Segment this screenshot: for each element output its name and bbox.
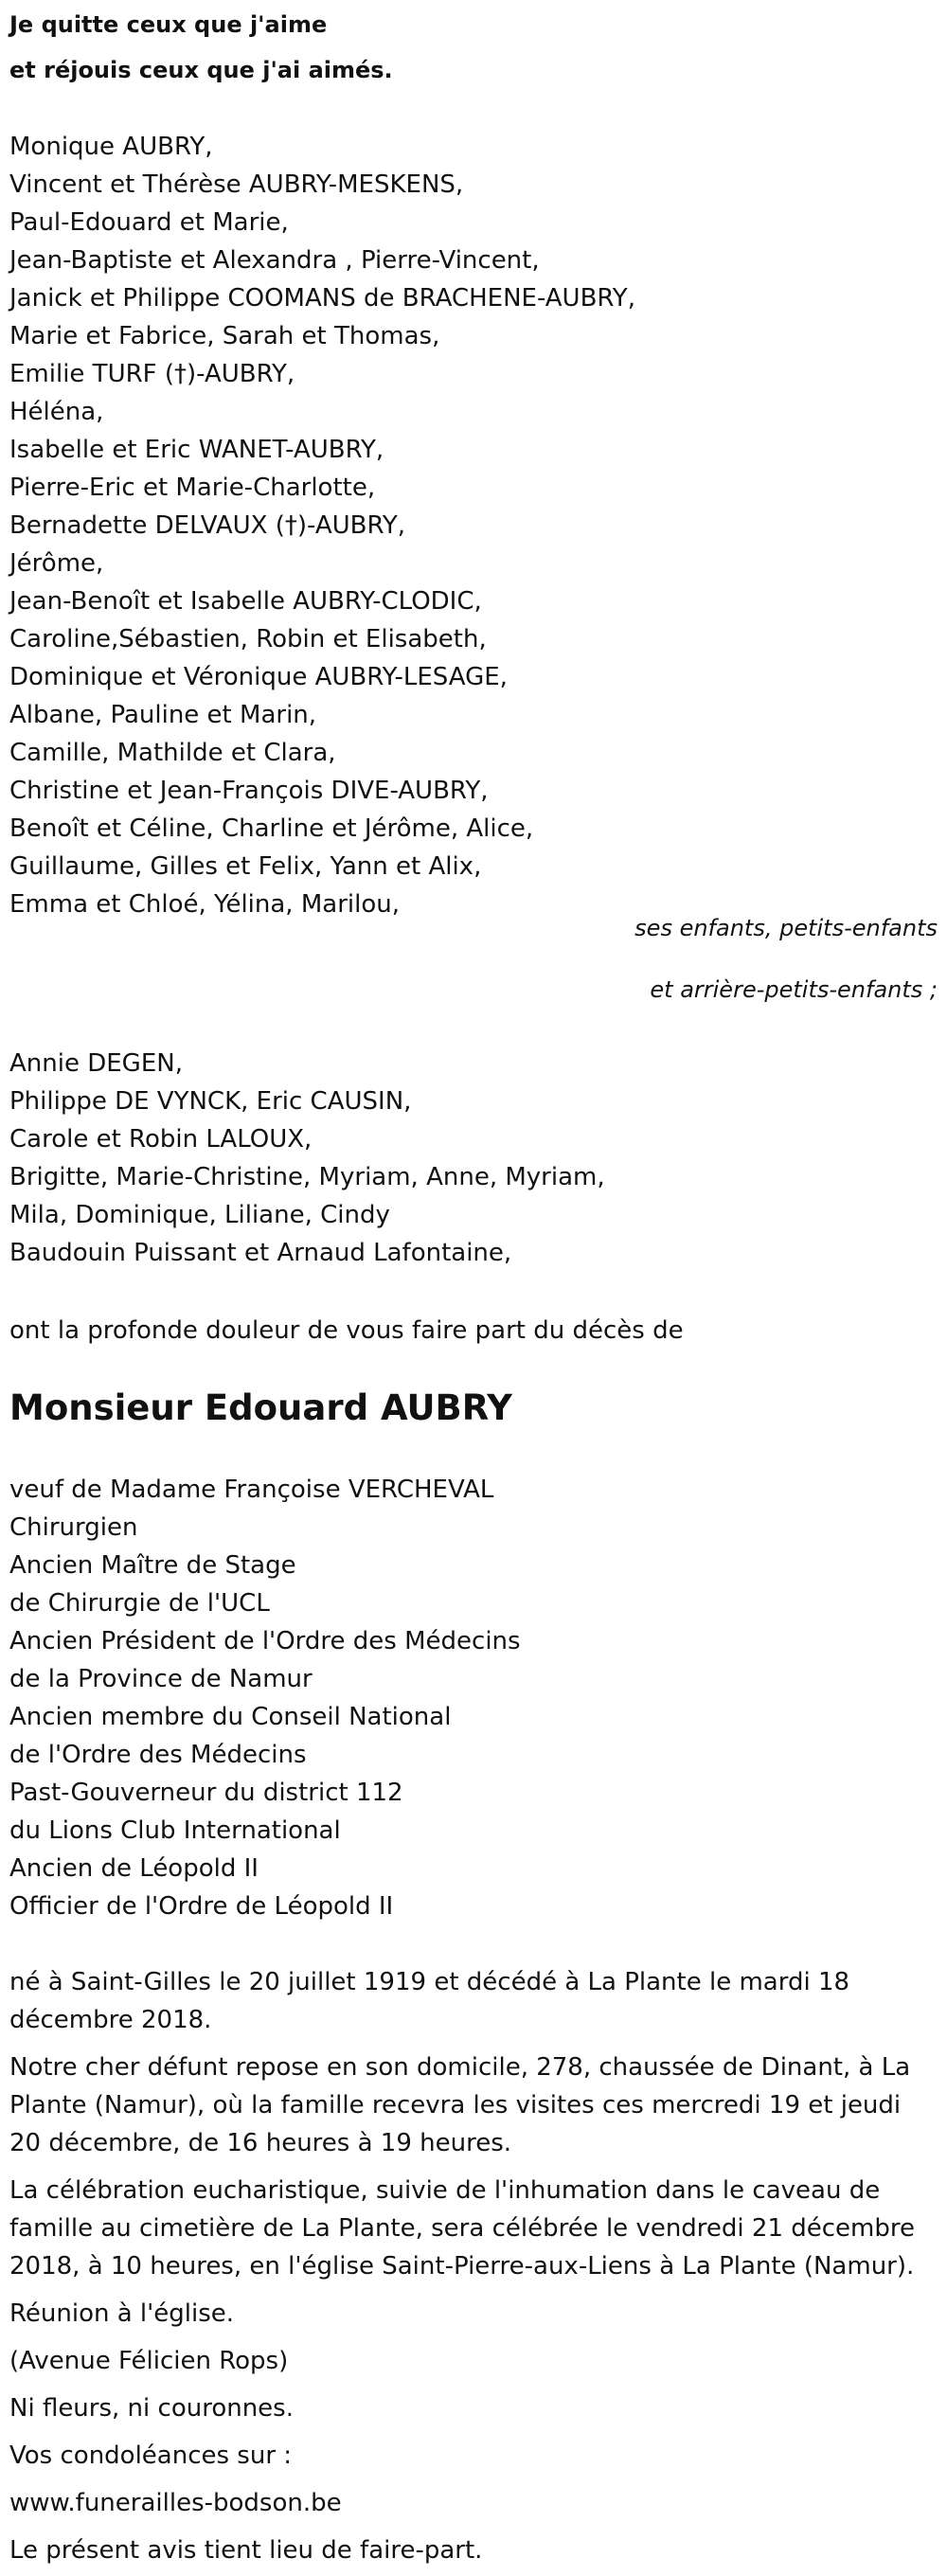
title-line: de l'Ordre des Médecins xyxy=(9,1741,307,1769)
motto-line-1: Je quitte ceux que j'aime xyxy=(9,11,328,38)
title-line: Past-Gouverneur du district 112 xyxy=(9,1779,403,1807)
family-line: Bernadette DELVAUX (†)-AUBRY, xyxy=(9,511,406,540)
deceased-name: Monsieur Edouard AUBRY xyxy=(9,1387,512,1428)
title-line: de Chirurgie de l'UCL xyxy=(9,1589,270,1618)
condolences-label: Vos condoléances sur : xyxy=(9,2442,293,2470)
family-line: Jean-Baptiste et Alexandra , Pierre-Vincent, xyxy=(9,246,540,275)
family-line: Paul-Edouard et Marie, xyxy=(9,208,289,237)
notice-line: Le présent avis tient lieu de faire-part. xyxy=(9,2536,483,2565)
title-line: veuf de Madame Françoise VERCHEVAL xyxy=(9,1476,494,1504)
title-line: du Lions Club International xyxy=(9,1816,341,1845)
relative-line: Baudouin Puissant et Arnaud Lafontaine, xyxy=(9,1239,512,1267)
family-line: Camille, Mathilde et Clara, xyxy=(9,739,336,767)
family-line: Emma et Chloé, Yélina, Marilou, xyxy=(9,890,400,919)
motto-line-2: et réjouis ceux que j'ai aimés. xyxy=(9,57,393,83)
relative-line: Mila, Dominique, Liliane, Cindy xyxy=(9,1201,390,1229)
relative-line: Brigitte, Marie-Christine, Myriam, Anne, Myriam, xyxy=(9,1163,605,1191)
family-line: Christine et Jean-François DIVE-AUBRY, xyxy=(9,777,489,805)
family-line: Isabelle et Eric WANET-AUBRY, xyxy=(9,436,384,464)
relative-line: Carole et Robin LALOUX, xyxy=(9,1125,313,1154)
family-line: Guillaume, Gilles et Felix, Yann et Alix, xyxy=(9,852,482,881)
ceremony-line: La célébration eucharistique, suivie de l'inhumation dans le caveau de xyxy=(9,2176,881,2205)
relative-line: Philippe DE VYNCK, Eric CAUSIN, xyxy=(9,1087,412,1116)
family-line: Héléna, xyxy=(9,398,104,426)
family-role-1: ses enfants, petits-enfants xyxy=(634,915,938,941)
birth-death-line: décembre 2018. xyxy=(9,2006,212,2034)
family-line: Dominique et Véronique AUBRY-LESAGE, xyxy=(9,663,508,691)
family-line: Benoît et Céline, Charline et Jérôme, Alice, xyxy=(9,814,534,843)
family-line: Jean-Benoît et Isabelle AUBRY-CLODIC, xyxy=(9,587,482,616)
title-line: Ancien de Léopold II xyxy=(9,1854,259,1883)
family-line: Janick et Philippe COOMANS de BRACHENE-AUBRY, xyxy=(9,284,635,313)
family-line: Monique AUBRY, xyxy=(9,133,213,161)
title-line: de la Province de Namur xyxy=(9,1665,313,1693)
title-line: Ancien membre du Conseil National xyxy=(9,1703,452,1731)
reunion-note: Réunion à l'église. xyxy=(9,2299,235,2328)
ceremony-line: 2018, à 10 heures, en l'église Saint-Pierre-aux-Liens à La Plante (Namur). xyxy=(9,2252,915,2281)
family-line: Vincent et Thérèse AUBRY-MESKENS, xyxy=(9,170,464,199)
repose-line: 20 décembre, de 16 heures à 19 heures. xyxy=(9,2129,512,2157)
family-line: Marie et Fabrice, Sarah et Thomas, xyxy=(9,322,440,350)
family-line: Caroline,Sébastien, Robin et Elisabeth, xyxy=(9,625,487,653)
family-line: Albane, Pauline et Marin, xyxy=(9,701,317,729)
flowers-note: Ni fleurs, ni couronnes. xyxy=(9,2394,294,2423)
repose-line: Notre cher défunt repose en son domicile, 278, chaussée de Dinant, à La xyxy=(9,2053,911,2082)
announcement: ont la profonde douleur de vous faire part du décès de xyxy=(9,1316,684,1345)
repose-line: Plante (Namur), où la famille recevra les visites ces mercredi 19 et jeudi xyxy=(9,2091,902,2120)
family-line: Pierre-Eric et Marie-Charlotte, xyxy=(9,474,376,502)
ceremony-line: famille au cimetière de La Plante, sera célébrée le vendredi 21 décembre xyxy=(9,2214,915,2243)
family-role-2: et arrière-petits-enfants ; xyxy=(650,976,938,1003)
birth-death-line: né à Saint-Gilles le 20 juillet 1919 et décédé à La Plante le mardi 18 xyxy=(9,1968,850,1996)
title-line: Chirurgien xyxy=(9,1513,138,1542)
condolences-website-link[interactable]: www.funerailles-bodson.be xyxy=(9,2489,342,2517)
title-line: Ancien Président de l'Ordre des Médecins xyxy=(9,1627,521,1655)
family-line: Emilie TURF (†)-AUBRY, xyxy=(9,360,295,388)
relative-line: Annie DEGEN, xyxy=(9,1049,183,1078)
title-line: Ancien Maître de Stage xyxy=(9,1551,296,1580)
family-line: Jérôme, xyxy=(9,549,104,578)
church-address: (Avenue Félicien Rops) xyxy=(9,2347,289,2375)
title-line: Officier de l'Ordre de Léopold II xyxy=(9,1892,394,1921)
